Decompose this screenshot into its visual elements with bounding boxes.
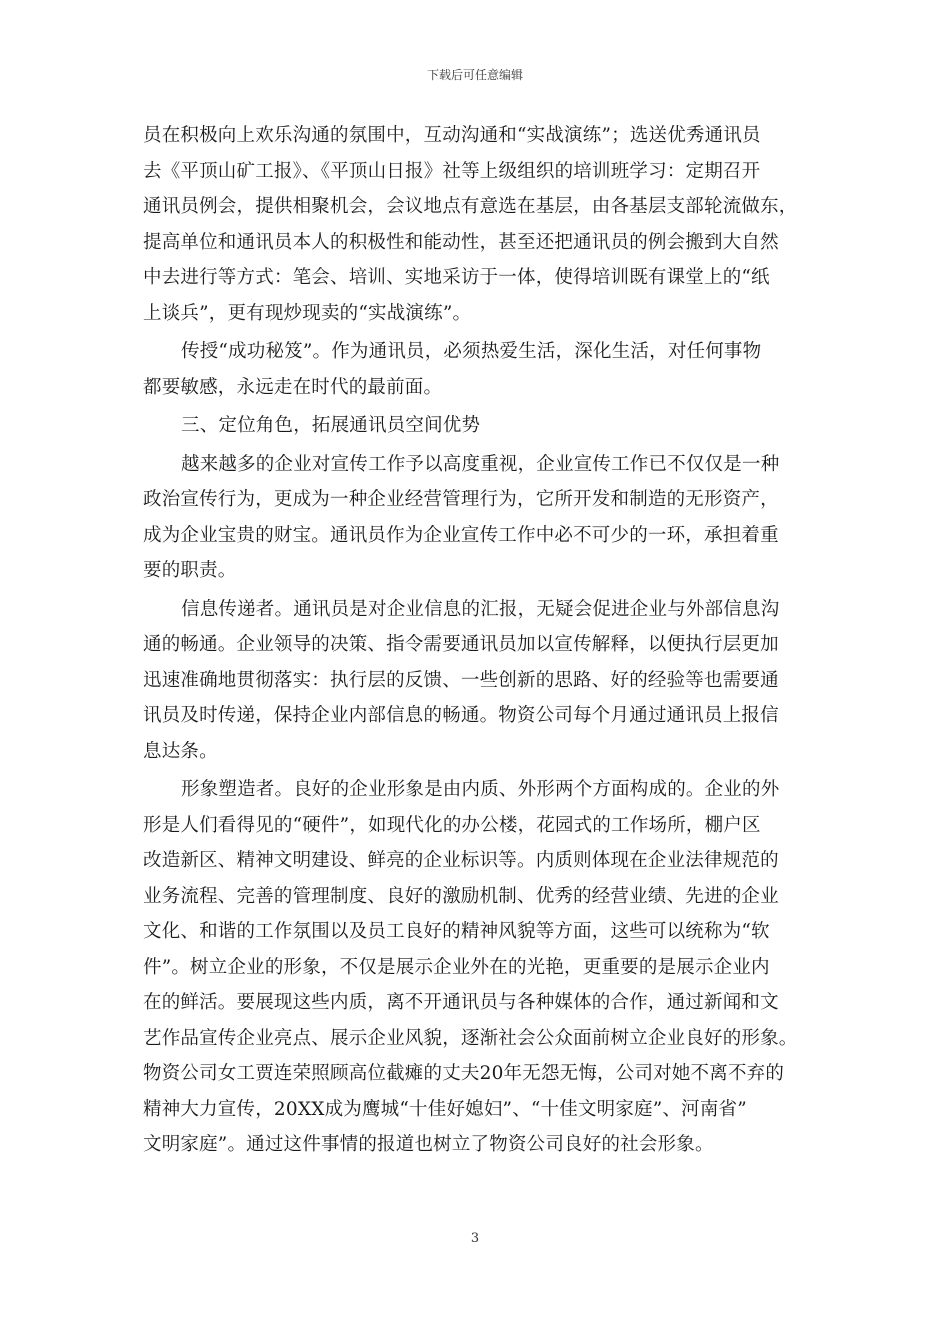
text-line: 员在积极向上欢乐沟通的氛围中，互动沟通和“实战演练”；选送优秀通讯员 [143,125,761,146]
document-body [143,118,811,1166]
text-line: 三、定位角色，拓展通讯员空间优势 [181,415,481,436]
text-line: 信息传递者。通讯员是对企业信息的汇报，无疑会促进企业与外部信息沟 [181,598,780,620]
text-line: 成为企业宝贵的财宝。通讯员作为企业宣传工作中必不可少的一环，承担着重 [143,524,779,546]
text-line: 文化、和谐的工作氛围以及员工良好的精神风貌等方面，这些可以统称为“软 [143,921,770,942]
text-line: 传授“成功秘笈”。作为通讯员，必须热爱生活，深化生活，对任何事物 [181,341,762,362]
paragraph [143,592,811,770]
text-line: 精神大力宣传，20XX成为鹰城“十佳好媳妇”、“十佳文明家庭”、河南省” [143,1098,747,1120]
text-line: 通讯员例会，提供相聚机会，会议地点有意选在基层，由各基层支部轮流做东， [143,196,798,217]
text-line: 物资公司女工贾连荣照顾高位截瘫的丈夫20年无怨无悔，公司对她不离不弃的 [143,1063,785,1084]
text-line: 中去进行等方式：笔会、培训、实地采访于一体，使得培训既有课堂上的“纸 [143,267,770,288]
text-line: 去《平顶山矿工报》、《平顶山日报》社等上级组织的培训班学习：定期召开 [143,160,761,182]
paragraph [143,408,811,444]
text-line: 艺作品宣传企业亮点、展示企业风貌，逐渐社会公众面前树立企业良好的形象。 [143,1027,798,1049]
text-line: 形是人们看得见的“硬件”，如现代化的办公楼，花园式的工作场所，棚户区 [143,814,761,836]
text-line: 息达条。 [143,740,218,762]
paragraph [143,118,811,331]
page-number: 3 [470,1231,480,1246]
text-line: 提高单位和通讯员本人的积极性和能动性，甚至还把通讯员的例会搬到大自然 [143,231,779,253]
text-line: 文明家庭”。通过这件事情的报道也树立了物资公司良好的社会形象。 [143,1134,714,1155]
text-line: 通的畅通。企业领导的决策、指令需要通讯员加以宣传解释，以便执行层更加 [143,634,779,655]
paragraph [143,772,811,1163]
text-line: 形象塑造者。良好的企业形象是由内质、外形两个方面构成的。企业的外 [181,779,780,800]
text-line: 改造新区、精神文明建设、鲜亮的企业标识等。内质则体现在企业法律规范的 [143,850,779,871]
text-line: 在的鲜活。要展现这些内质，离不开通讯员与各种媒体的合作，通过新闻和文 [143,992,779,1013]
text-line: 都要敏感，永远走在时代的最前面。 [143,376,443,398]
paragraph [143,447,811,589]
page-header: 下载后可任意编辑 [426,68,523,82]
text-line: 业务流程、完善的管理制度、良好的激励机制、优秀的经营业绩、先进的企业 [143,885,779,907]
text-line: 政治宣传行为，更成为一种企业经营管理行为，它所开发和制造的无形资产， [143,489,779,510]
text-line: 越来越多的企业对宣传工作予以高度重视，企业宣传工作已不仅仅是一种 [181,453,780,475]
text-line: 件”。树立企业的形象，不仅是展示企业外在的光艳，更重要的是展示企业内 [143,956,770,978]
paragraph [143,334,811,405]
text-line: 要的职责。 [143,560,237,581]
text-line: 迅速准确地贯彻落实：执行层的反馈、一些创新的思路、好的经验等也需要通 [143,669,779,691]
text-line: 讯员及时传递，保持企业内部信息的畅通。物资公司每个月通过通讯员上报信 [143,705,779,726]
text-line: 上谈兵”，更有现炒现卖的“实战演练”。 [143,302,472,324]
